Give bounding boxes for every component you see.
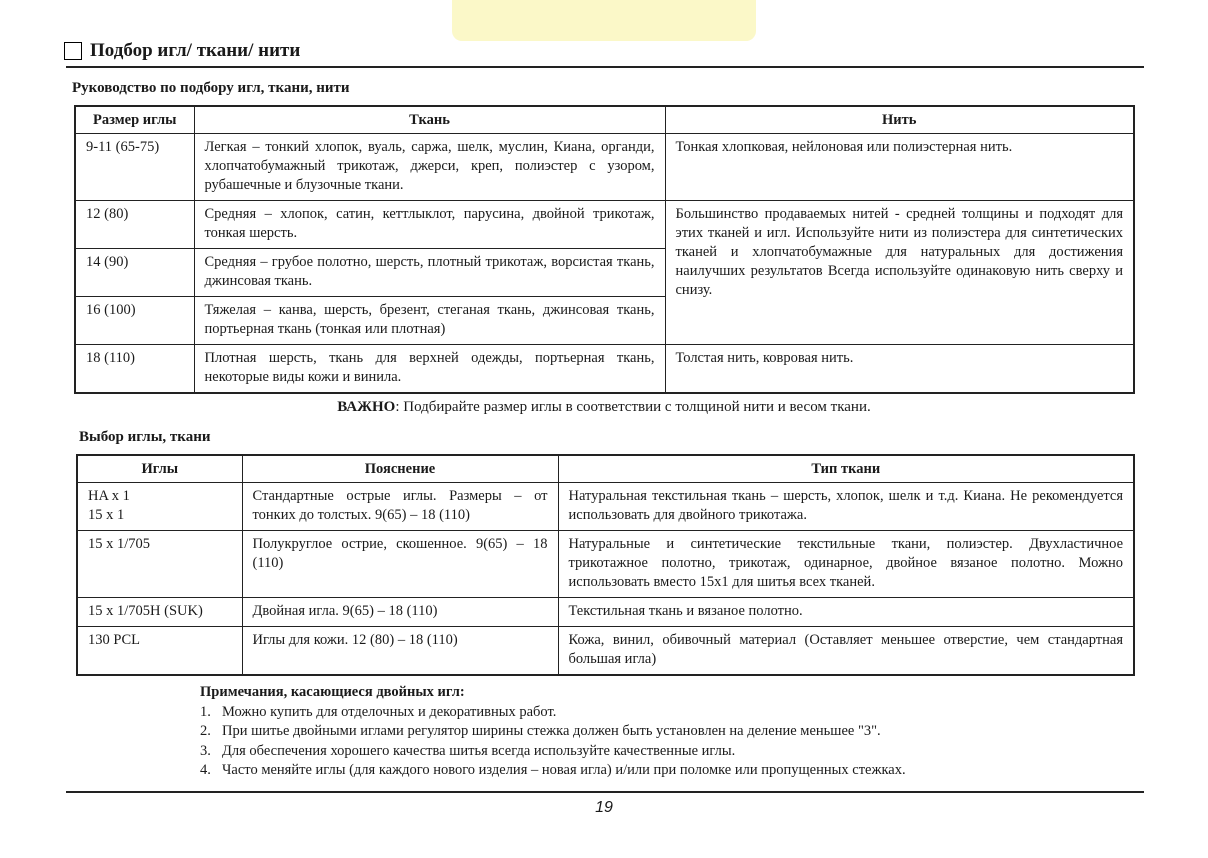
notes-title: Примечания, касающиеся двойных игл: xyxy=(200,684,465,700)
fabric-type-cell: Кожа, винил, обивочный материал (Оставляет меньшее отверстие, чем стандартная большая игла) xyxy=(558,627,1134,676)
table-row xyxy=(75,134,1134,201)
guide-table xyxy=(74,105,1135,394)
needle-cell xyxy=(77,483,242,531)
explanation-cell: Двойная игла. 9(65) – 18 (110) xyxy=(242,598,558,627)
note-number: 4. xyxy=(200,762,211,778)
fabric-type-cell: Натуральная текстильная ткань – шерсть, хлопок, шелк и т.д. Киана. Не рекомендуется использовать для двойного трикотажа. xyxy=(558,483,1134,531)
needle-name: 15 x 1 xyxy=(88,507,125,523)
page-title: Подбор игл/ ткани/ нити xyxy=(90,40,301,61)
explanation-cell: Стандартные острые иглы. Размеры – от тонких до толстых. 9(65) – 18 (110) xyxy=(242,483,558,531)
page-header xyxy=(64,38,300,64)
header-rule xyxy=(66,66,1144,68)
list-item xyxy=(200,722,906,742)
note-text: Для обеспечения хорошего качества шитья всегда используйте качественные иглы. xyxy=(222,742,736,759)
table-row xyxy=(75,345,1134,394)
table-header-row xyxy=(77,455,1134,483)
column-header: Ткань xyxy=(194,106,665,134)
explanation-cell: Иглы для кожи. 12 (80) – 18 (110) xyxy=(242,627,558,676)
column-header: Пояснение xyxy=(242,455,558,483)
needle-size-cell: 14 (90) xyxy=(75,249,194,297)
column-header: Тип ткани xyxy=(558,455,1134,483)
note-text: Можно купить для отделочных и декоративных работ. xyxy=(222,703,557,720)
needle-size-cell: 12 (80) xyxy=(75,201,194,249)
page-number: 19 xyxy=(595,799,613,816)
table-row xyxy=(77,531,1134,598)
footer-rule xyxy=(66,791,1144,793)
column-header: Размер иглы xyxy=(75,106,194,134)
thread-cell: Большинство продаваемых нитей - средней толщины и подходят для этих тканей и игл. Используйте нити из полиэстера для синтетических тканей и хлопчатобумажные для натуральных для достижения наилучших результатов Всегда используйте одинаковую нить сверху и снизу. xyxy=(665,201,1134,345)
note-number: 2. xyxy=(200,723,211,739)
fabric-cell: Тяжелая – канва, шерсть, брезент, стеганая ткань, джинсовая ткань, портьерная ткань (тонкая или плотная) xyxy=(194,297,665,345)
column-header: Иглы xyxy=(77,455,242,483)
note-text: Часто меняйте иглы (для каждого нового изделия – новая игла) и/или при поломке или пропущенных стежках. xyxy=(222,762,906,778)
needle-name: HA x 1 xyxy=(88,488,130,504)
fabric-type-cell: Натуральные и синтетические текстильные ткани, полиэстер. Двухластичное трикотажное полотно, трикотаж, одинарное, двойное вязаное полотно. Можно использовать вместо 15x1 для шитья всех тканей. xyxy=(558,531,1134,598)
note-number: 3. xyxy=(200,742,211,759)
twin-needle-notes xyxy=(200,683,906,781)
needle-size-cell: 18 (110) xyxy=(75,345,194,394)
needle-cell: 130 PCL xyxy=(77,627,242,676)
list-item xyxy=(200,742,906,762)
important-note xyxy=(0,399,1208,416)
note-text: При шитье двойными иглами регулятор ширины стежка должен быть установлен на деление меньшее "3". xyxy=(222,723,881,739)
table-row xyxy=(77,627,1134,676)
fabric-cell: Средняя – хлопок, сатин, кеттлыклот, парусина, двойной трикотаж, тонкая шерсть. xyxy=(194,201,665,249)
fabric-cell: Средняя – грубое полотно, шерсть, плотный трикотаж, ворсистая ткань, джинсовая ткань. xyxy=(194,249,665,297)
thread-cell: Толстая нить, ковровая нить. xyxy=(665,345,1134,394)
fabric-cell: Легкая – тонкий хлопок, вуаль, саржа, шелк, муслин, Киана, органди, хлопчатобумажный трикотаж, джерси, креп, полиэстер с узором, рубашечные и блузочные ткани. xyxy=(194,134,665,201)
needle-size-cell: 9-11 (65-75) xyxy=(75,134,194,201)
important-text: : Подбирайте размер иглы в соответствии с толщиной нити и весом ткани. xyxy=(395,399,871,415)
column-header: Нить xyxy=(665,106,1134,134)
fabric-type-cell: Текстильная ткань и вязаное полотно. xyxy=(558,598,1134,627)
table-row xyxy=(77,483,1134,531)
checkbox-icon xyxy=(64,42,82,60)
needle-cell: 15 x 1/705 xyxy=(77,531,242,598)
selection-title: Выбор иглы, ткани xyxy=(79,429,211,445)
important-label: ВАЖНО xyxy=(337,399,396,415)
list-item xyxy=(200,761,906,781)
top-tab-highlight xyxy=(452,0,756,41)
needle-cell: 15 x 1/705H (SUK) xyxy=(77,598,242,627)
thread-cell: Тонкая хлопковая, нейлоновая или полиэстерная нить. xyxy=(665,134,1134,201)
fabric-cell: Плотная шерсть, ткань для верхней одежды, портьерная ткань, некоторые виды кожи и винила. xyxy=(194,345,665,394)
selection-table xyxy=(76,454,1135,676)
list-item xyxy=(200,703,906,723)
table-row xyxy=(75,201,1134,249)
explanation-cell: Полукруглое острие, скошенное. 9(65) – 18 (110) xyxy=(242,531,558,598)
table-row xyxy=(77,598,1134,627)
needle-size-cell: 16 (100) xyxy=(75,297,194,345)
table-header-row xyxy=(75,106,1134,134)
guide-title: Руководство по подбору игл, ткани, нити xyxy=(72,80,350,96)
note-number: 1. xyxy=(200,703,211,720)
